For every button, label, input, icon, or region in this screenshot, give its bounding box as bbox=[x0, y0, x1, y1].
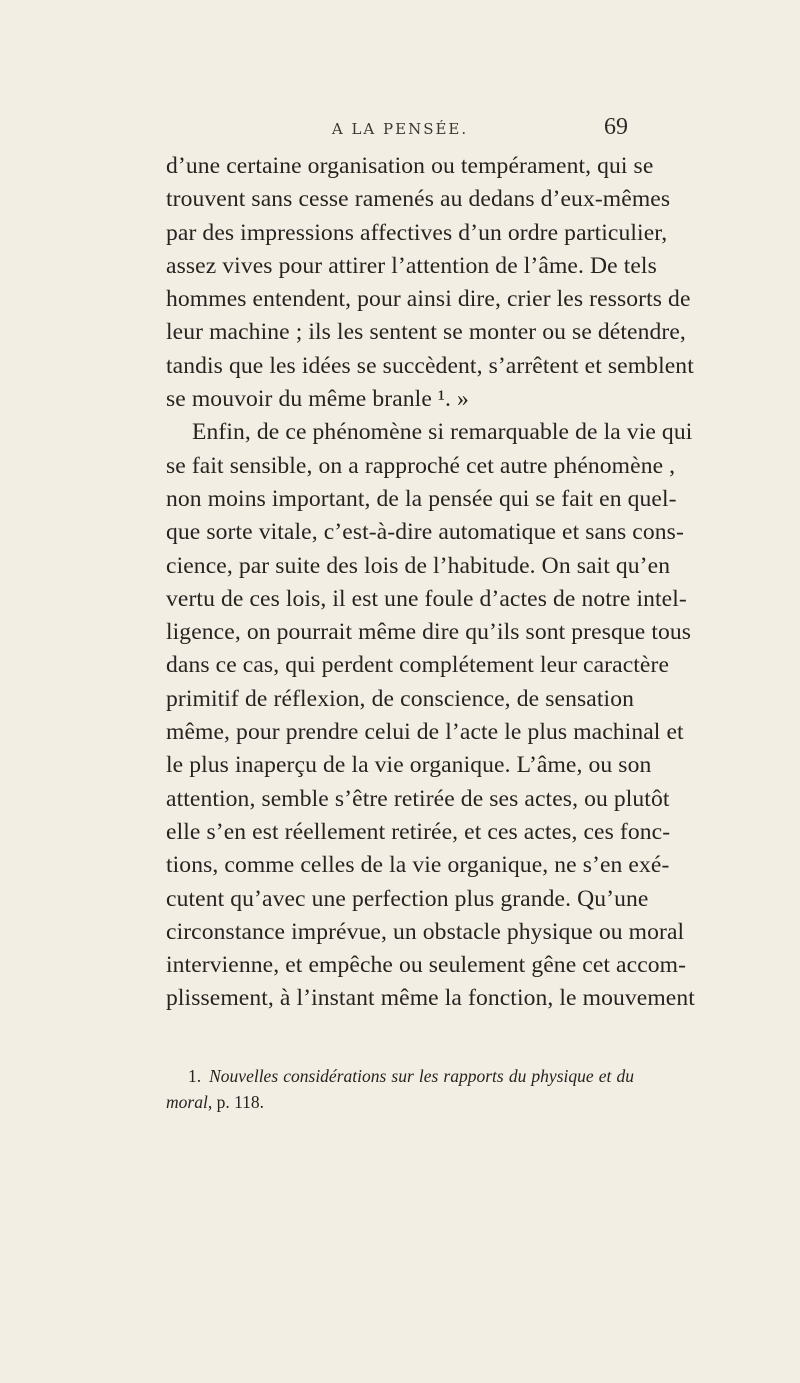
text-line: se fait sensible, on a rapproché cet autre phénomène , bbox=[166, 452, 676, 479]
footnote-line bbox=[166, 1089, 634, 1115]
footnote-line bbox=[166, 1063, 634, 1089]
text-line: Enfin, de ce phénomène si remarquable de la vie qui bbox=[192, 419, 693, 446]
footnote-title: Nouvelles considérations sur les rapports du physique et du bbox=[209, 1066, 634, 1086]
text-line: ligence, on pourrait même dire qu’ils sont presque tous bbox=[166, 619, 692, 646]
running-head bbox=[166, 112, 634, 148]
text-line: attention, semble s’être retirée de ses actes, ou plutôt bbox=[166, 785, 670, 812]
text-line: cutent qu’avec une perfection plus grande. Qu’une bbox=[166, 885, 649, 912]
text-line: même, pour prendre celui de l’acte le plus machinal et bbox=[166, 719, 684, 746]
footnote-page-ref: , p. 118. bbox=[207, 1092, 265, 1112]
footnote-number: 1. bbox=[188, 1066, 202, 1086]
footnote bbox=[166, 1063, 634, 1115]
text-line: par des impressions affectives d’un ordre particulier, bbox=[166, 219, 668, 246]
footnote-title-continued: moral bbox=[166, 1092, 208, 1112]
text-line: circonstance imprévue, un obstacle physique ou moral bbox=[166, 918, 685, 945]
text-line: leur machine ; ils les sentent se monter ou se détendre, bbox=[166, 319, 686, 346]
text-line: vertu de ces lois, il est une foule d’actes de notre intel- bbox=[166, 585, 687, 612]
text-line: le plus inaperçu de la vie organique. L’âme, ou son bbox=[166, 752, 652, 779]
text-line: primitif de réflexion, de conscience, de sensation bbox=[166, 685, 634, 712]
text-line: assez vives pour attirer l’attention de l’âme. De tels bbox=[166, 252, 657, 279]
text-line: que sorte vitale, c’est-à-dire automatique et sans cons- bbox=[166, 519, 684, 546]
text-line: plissement, à l’instant même la fonction, le mouvement bbox=[166, 985, 695, 1012]
text-line: elle s’en est réellement retirée, et ces actes, ces fonc- bbox=[166, 818, 671, 845]
text-line: cience, par suite des lois de l’habitude. On sait qu’en bbox=[166, 552, 671, 579]
body-text bbox=[166, 150, 695, 1016]
page-number: 69 bbox=[604, 114, 628, 140]
text-line: se mouvoir du même branle ¹. » bbox=[166, 386, 469, 413]
text-line: tandis que les idées se succèdent, s’arrêtent et semblent bbox=[166, 352, 694, 379]
text-line: hommes entendent, pour ainsi dire, crier les ressorts de bbox=[166, 286, 691, 313]
text-line: tions, comme celles de la vie organique, ne s’en exé- bbox=[166, 852, 670, 879]
text-line: intervienne, et empêche ou seulement gêne cet accom- bbox=[166, 952, 687, 979]
text-line: trouvent sans cesse ramenés au dedans d’eux-mêmes bbox=[166, 186, 671, 213]
running-title: A LA PENSÉE. bbox=[331, 120, 469, 138]
text-line: d’une certaine organisation ou tempérament, qui se bbox=[166, 153, 654, 179]
text-line: dans ce cas, qui perdent complétement leur caractère bbox=[166, 652, 670, 679]
text-line: non moins important, de la pensée qui se fait en quel- bbox=[166, 485, 677, 512]
